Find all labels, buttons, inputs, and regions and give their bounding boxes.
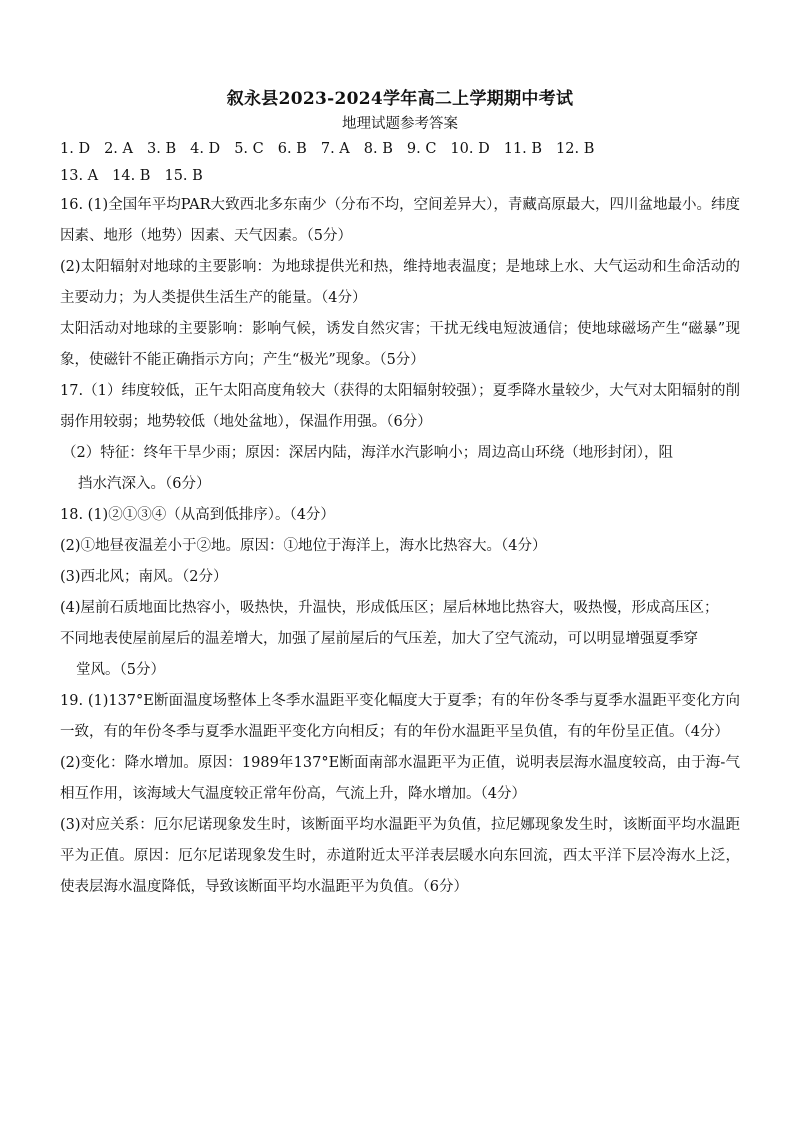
q17-part1: 17.（1）纬度较低，正午太阳高度角较大（获得的太阳辐射较强）；夏季降水量较少，大气对太阳辐射的削弱作用较弱；地势较低（地处盆地），保温作用强。（6分） (60, 383, 740, 430)
choice-answer-item: 6. B (277, 141, 307, 157)
q18-part6: 堂风。（5分） (76, 662, 165, 678)
q18-part3: (3)西北风；南风。（2分） (60, 569, 228, 585)
q16-part1: 16. (1)全国年平均PAR大致西北多东南少（分布不均，空间差异大），青藏高原最大，四川盆地最小。纬度因素、地形（地势）因素、天气因素。（5分） (60, 197, 740, 244)
q16-part3: 太阳活动对地球的主要影响：影响气候，诱发自然灾害；干扰无线电短波通信；使地球磁场产生“磁暴”现象，使磁针不能正确指示方向；产生“极光”现象。（5分） (60, 321, 740, 368)
q16-part2: (2)太阳辐射对地球的主要影响：为地球提供光和热，维持地表温度；是地球上水、大气运动和生命活动的主要动力；为人类提供生活生产的能量。（4分） (60, 259, 740, 306)
page-title: 叙永县2023-2024学年高二上学期期中考试 (226, 89, 574, 109)
choice-answers-row-1 (60, 136, 740, 163)
choice-answer-item: 2. A (104, 141, 133, 157)
q19-part2: (2)变化：降水增加。原因：1989年137°E断面南部水温距平为正值，说明表层海水温度较高，由于海-气相互作用，该海域大气温度较正常年份高，气流上升，降水增加。（4分） (60, 755, 740, 802)
answer-sheet (60, 86, 740, 903)
choice-answers-row-2 (60, 163, 740, 190)
q18-part4: (4)屋前石质地面比热容小，吸热快，升温快，形成低压区；屋后林地比热容大，吸热慢，形成高压区； (60, 600, 719, 616)
choice-answer-item: 13. A (60, 168, 99, 184)
choice-answer-item: 3. B (147, 141, 177, 157)
choice-answer-item: 12. B (556, 141, 595, 157)
q19-part3: (3)对应关系：厄尔尼诺现象发生时，该断面平均水温距平为负值，拉尼娜现象发生时，该断面平均水温距平为正值。原因：厄尔尼诺现象发生时，赤道附近太平洋表层暖水向东回流，西太平洋下层冷海水上泛，使表层海水温度降低，导致该断面平均水温距平为负值。（6分） (60, 817, 740, 895)
q17-part2-line2: 挡水汽深入。（6分） (78, 476, 211, 492)
q18-part2: (2)①地昼夜温差小于②地。原因：①地位于海洋上，海水比热容大。（4分） (60, 538, 547, 554)
choice-answer-item: 15. B (164, 168, 203, 184)
choice-answer-item: 14. B (112, 168, 151, 184)
page-subtitle: 地理试题参考答案 (342, 116, 458, 132)
q19-part1: 19. (1)137°E断面温度场整体上冬季水温距平变化幅度大于夏季；有的年份冬季与夏季水温距平变化方向一致，有的年份冬季与夏季水温距平变化方向相反；有的年份水温距平呈负值，有的年份呈正值。（4分） (60, 693, 740, 740)
choice-answer-item: 10. D (450, 141, 490, 157)
q18-part5: 不同地表使屋前屋后的温差增大，加强了屋前屋后的气压差，加大了空气流动，可以明显增强夏季穿 (60, 631, 698, 647)
q18-part1: 18. (1)②①③④（从高到低排序）。（4分） (60, 507, 335, 523)
choice-answer-item: 8. B (363, 141, 393, 157)
choice-answer-item: 9. C (406, 141, 437, 157)
choice-answer-item: 1. D (60, 141, 91, 157)
choice-answer-item: 4. D (190, 141, 221, 157)
choice-answer-item: 11. B (503, 141, 543, 157)
choice-answer-item: 7. A (320, 141, 350, 157)
choice-answer-item: 5. C (234, 141, 264, 157)
q17-part2-line1: （2）特征：终年干旱少雨；原因：深居内陆，海洋水汽影响小；周边高山环绕（地形封闭），阻 (62, 445, 673, 461)
